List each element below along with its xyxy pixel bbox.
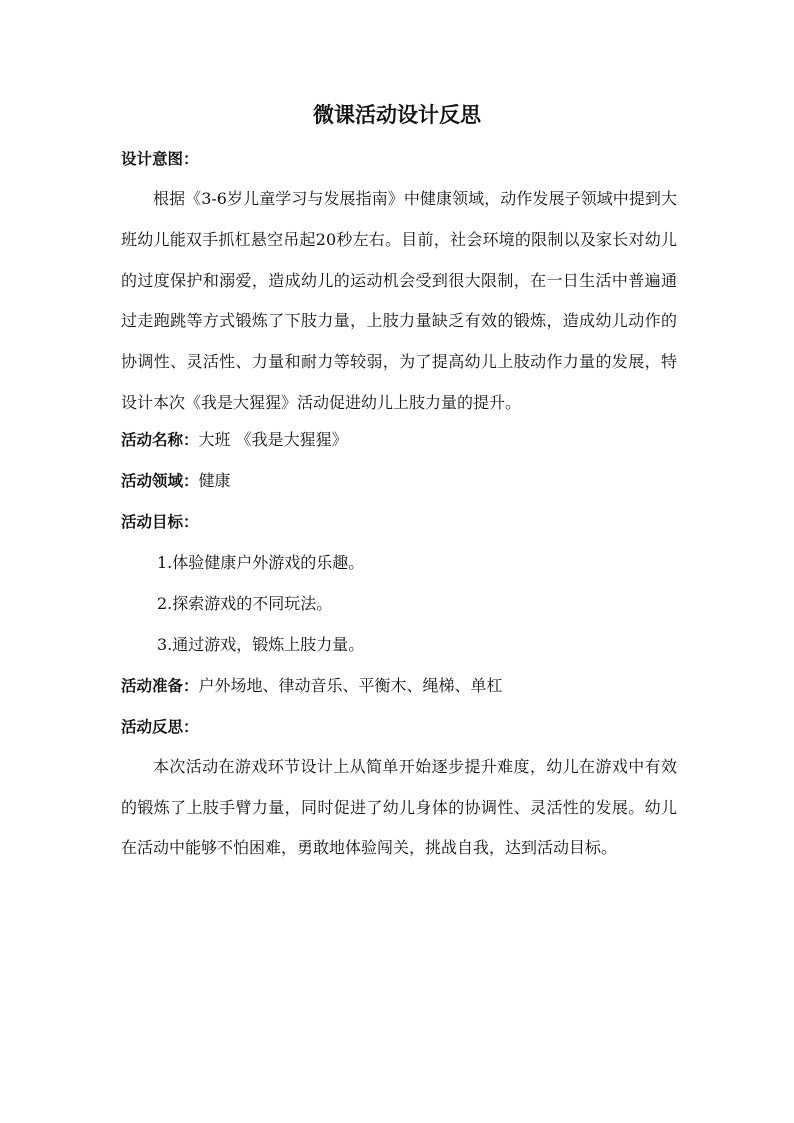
activity-name-value: 大班 《我是大猩猩》: [198, 429, 348, 449]
intent-heading: 设计意图：: [121, 150, 199, 168]
reflection-paragraph: 本次活动在游戏环节设计上从简单开始逐步提升难度，幼儿在游戏中有效的锻炼了上肢手臂力量，同时促进了幼儿身体的协调性、灵活性的发展。幼儿在活动中能够不怕困难，勇敢地体验闯关，挑战自我，达到活动目标。: [121, 756, 677, 858]
preparation-row: [121, 674, 677, 715]
activity-domain-label: 活动领域：: [121, 471, 199, 490]
activity-domain-value: 健康: [198, 470, 231, 490]
intent-paragraph: 根据《3-6岁儿童学习与发展指南》中健康领域，动作发展子领域中提到大班幼儿能双手抓杠悬空吊起20秒左右。目前，社会环境的限制以及家长对幼儿的过度保护和溺爱，造成幼儿的运动机会受到很大限制，在一日生活中普遍通过走跑跳等方式锻炼了下肢力量，上肢力量缺乏有效的锻炼，造成幼儿动作的协调性、灵活性、力量和耐力等较弱，为了提高幼儿上肢动作力量的发展，特设计本次《我是大猩猩》活动促进幼儿上肢力量的提升。: [121, 189, 677, 412]
document-title: 微课活动设计反思: [313, 103, 481, 127]
activity-name-row: [121, 428, 677, 469]
reflection-heading: 活动反思：: [121, 717, 199, 736]
goal-item: 2.探索游戏的不同玩法。: [157, 593, 333, 613]
preparation-label: 活动准备：: [121, 676, 199, 695]
activity-domain-row: [121, 469, 677, 510]
goal-item: 1.体验健康户外游戏的乐趣。: [157, 552, 365, 572]
document-body: [121, 147, 677, 873]
goals-heading: 活动目标：: [121, 512, 199, 531]
goal-item: 3.通过游戏，锻炼上肢力量。: [157, 634, 365, 654]
activity-name-label: 活动名称：: [121, 430, 199, 449]
preparation-value: 户外场地、律动音乐、平衡木、绳梯、单杠: [198, 675, 503, 695]
